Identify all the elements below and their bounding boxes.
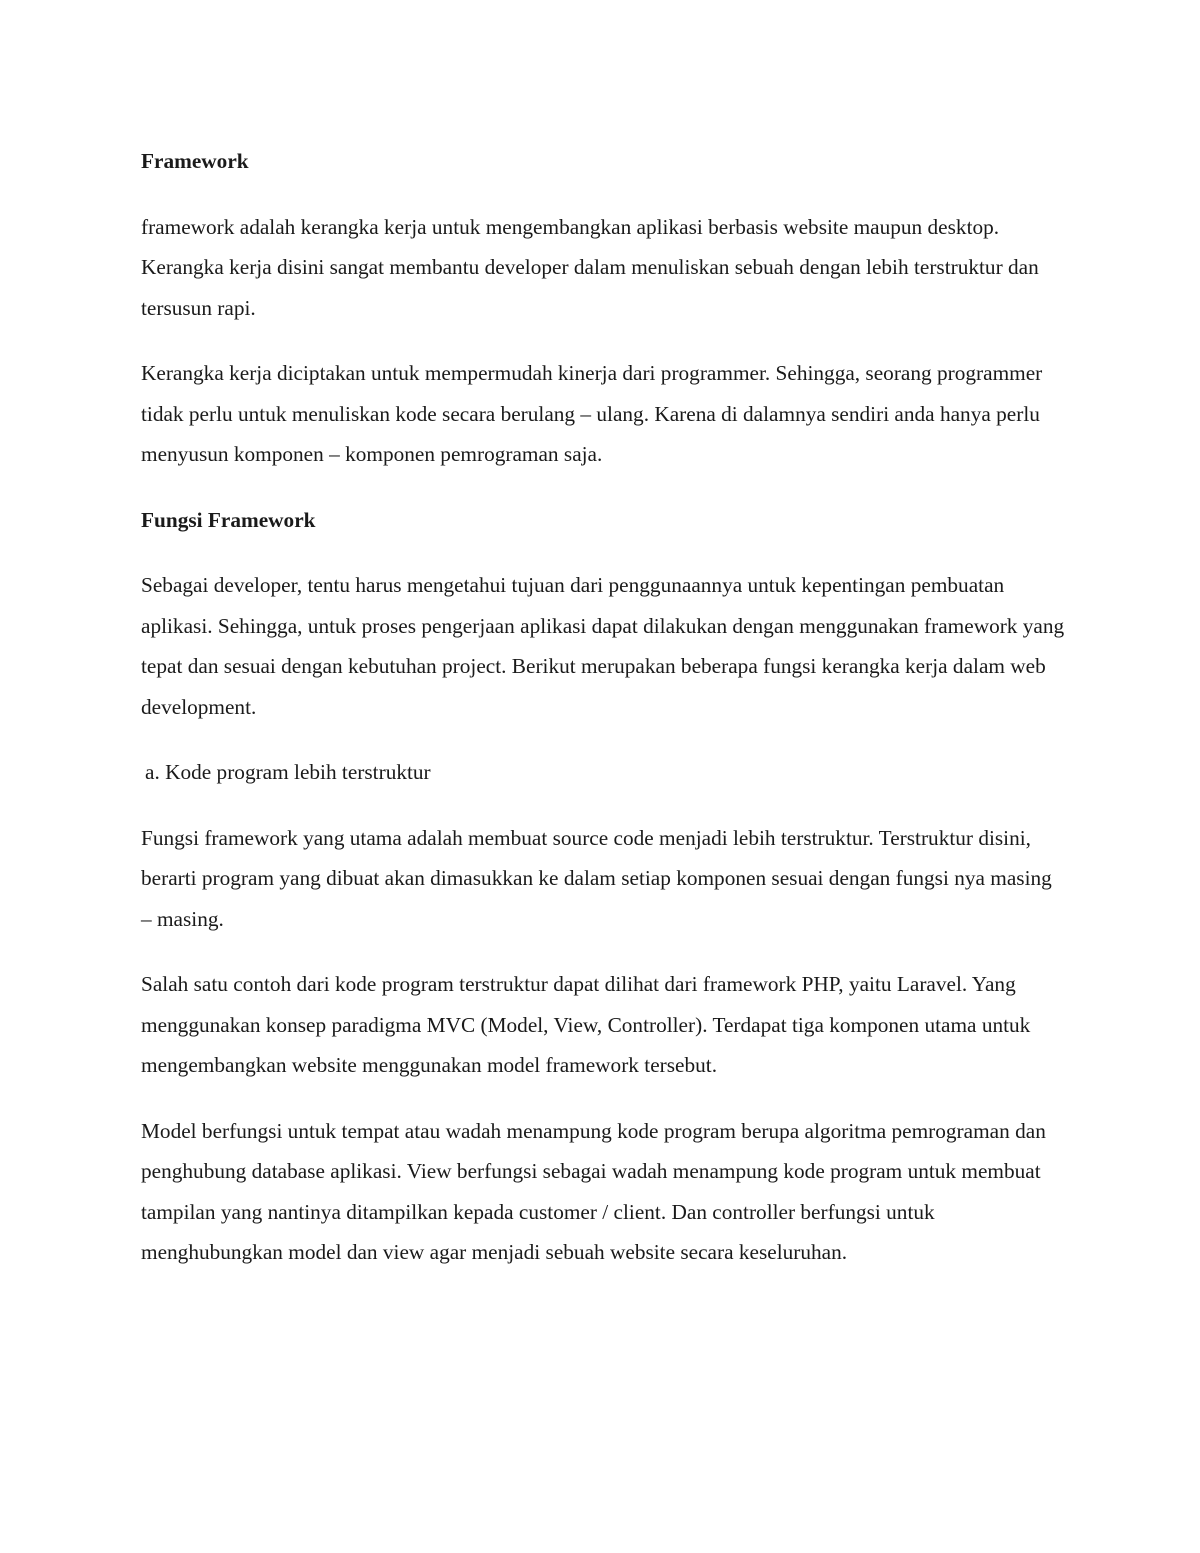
heading-framework: Framework — [141, 149, 249, 173]
paragraph-framework-purpose: Kerangka kerja diciptakan untuk mempermudah kinerja dari programmer. Sehingga, seorang programmer tidak perlu untuk menuliskan kode secara berulang – ulang. Karena di dalamnya sendiri anda hanya perlu menyusun komponen – komponen pemrograman saja. — [141, 361, 1043, 466]
paragraph-mvc-explanation: Model berfungsi untuk tempat atau wadah menampung kode program berupa algoritma pemrograman dan penghubung database aplikasi. View berfungsi sebagai wadah menampung kode program untuk membuat tampilan yang nantinya ditampilkan kepada customer / client. Dan controller berfungsi untuk menghubungkan model dan view agar menjadi sebuah website secara keseluruhan. — [141, 1118, 1046, 1264]
heading-fungsi-framework: Fungsi Framework — [141, 507, 316, 532]
document-body — [141, 141, 1066, 1298]
paragraph-framework-definition: framework adalah kerangka kerja untuk mengembangkan aplikasi berbasis website maupun desktop. Kerangka kerja disini sangat membantu developer dalam menuliskan sebuah dengan lebih terstruktur dan tersusun rapi. — [141, 214, 1039, 320]
paragraph-fungsi-intro: Sebagai developer, tentu harus mengetahui tujuan dari penggunaannya untuk kepentingan pembuatan aplikasi. Sehingga, untuk proses pengerjaan aplikasi dapat dilakukan dengan menggunakan framework yang tepat dan sesuai dengan kebutuhan project. Berikut merupakan beberapa fungsi kerangka kerja dalam web development. — [141, 573, 1065, 719]
paragraph-laravel-example: Salah satu contoh dari kode program terstruktur dapat dilihat dari framework PHP, yaitu Laravel. Yang menggunakan konsep paradigma MVC (Model, View, Controller). Terdapat tiga komponen utama untuk mengembangkan website menggunakan model framework tersebut. — [141, 972, 1031, 1077]
paragraph-structured-code: Fungsi framework yang utama adalah membuat source code menjadi lebih terstruktur. Terstruktur disini, berarti program yang dibuat akan dimasukkan ke dalam setiap komponen sesuai dengan fungsi nya masing – masing. — [141, 825, 1052, 931]
list-item-a: a. Kode program lebih terstruktur — [145, 760, 431, 784]
